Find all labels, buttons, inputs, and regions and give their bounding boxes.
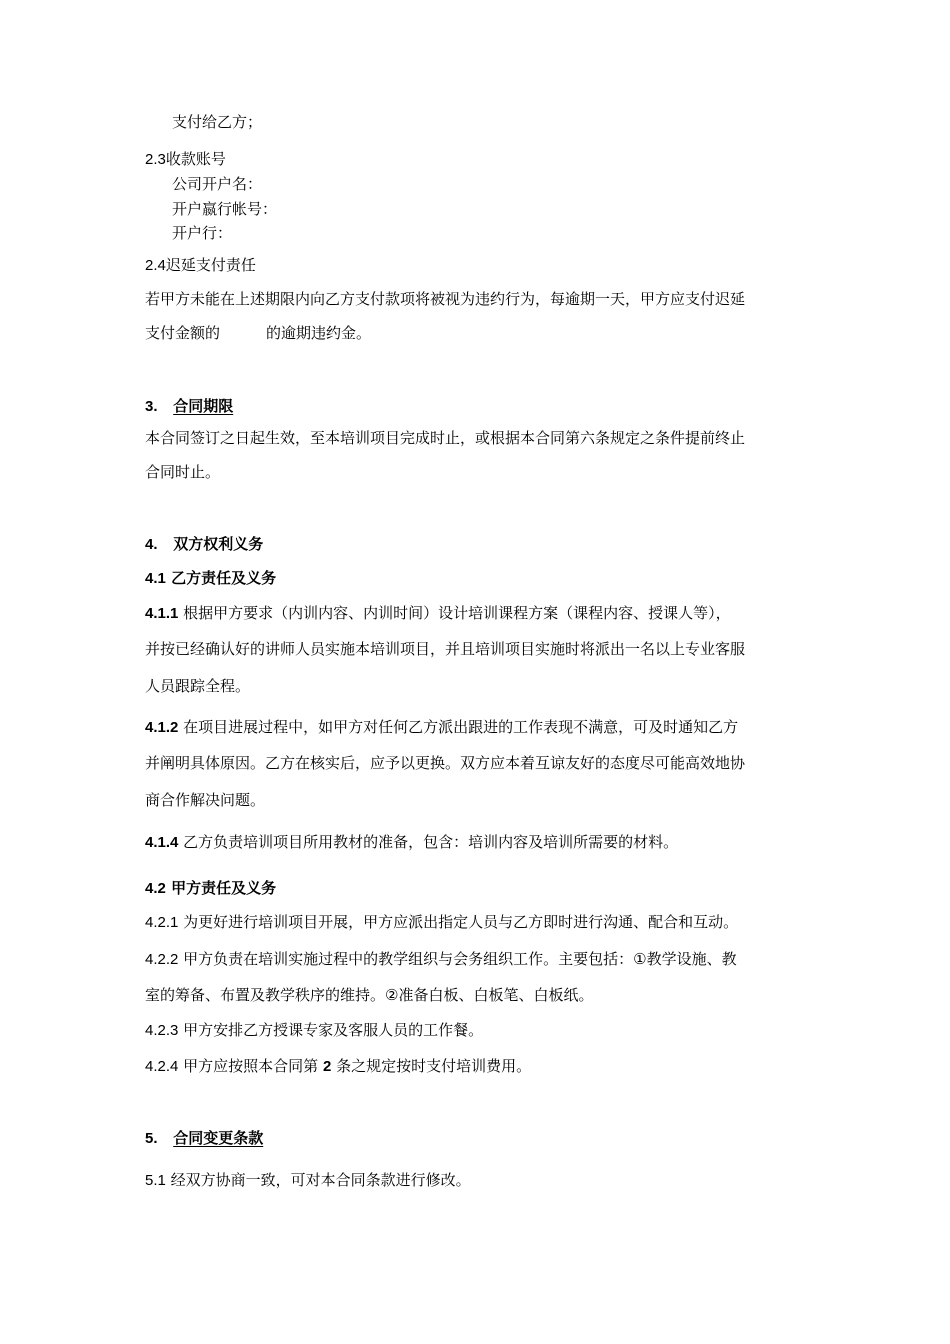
- clause-4-1-4: [145, 832, 678, 853]
- paragraph-line: [145, 676, 250, 696]
- clause-text: 商合作解决问题。: [145, 791, 266, 809]
- clause-text: 根据甲方要求（内训内容、内训时间）设计培训课程方案（课程内容、授课人等），: [183, 604, 731, 622]
- account-name-line: [172, 174, 262, 194]
- section-3-heading: [145, 396, 233, 417]
- paragraph-line: [145, 639, 745, 659]
- section-number: 4.: [145, 536, 158, 553]
- clause-text: 并阐明具体原因。乙方在核实后，应予以更换。双方应本着互谅友好的态度尽可能高效地协: [145, 754, 746, 772]
- clause-4-2-3: [145, 1020, 483, 1041]
- clause-text: 室的筹备、布置及教学秩序的维持。②准备白板、白板笔、白板纸。: [145, 986, 594, 1004]
- clause-text: 乙方负责培训项目所用教材的准备，包含：培训内容及培训所需要的材料。: [183, 833, 679, 851]
- paragraph-text: 的逾期违约金。: [266, 324, 372, 342]
- clause-4-2-1: [145, 912, 738, 933]
- clause-text: 并按已经确认好的讲师人员实施本培训项目，并且培训项目实施时将派出一名以上专业客服: [145, 640, 746, 658]
- clause-number: 4.1.4: [145, 834, 179, 851]
- paragraph-line: [145, 462, 220, 482]
- bank-account-label: 开户嬴行帐号：: [172, 200, 278, 218]
- clause-number: 4.1.2: [145, 719, 179, 736]
- clause-number: 4.2.1: [145, 914, 179, 931]
- clause-number: 4.2.3: [145, 1022, 179, 1039]
- bank-name-line: [172, 223, 232, 243]
- section-title: 乙方责任及义务: [171, 569, 277, 587]
- section-number: 3.: [145, 398, 158, 415]
- paragraph-line: [145, 753, 745, 773]
- clause-4-1-2: [145, 717, 738, 738]
- section-2-3-heading: [145, 149, 226, 170]
- account-name-label: 公司开户名：: [172, 175, 263, 193]
- clause-4-2-4: [145, 1056, 531, 1077]
- section-number: 2.4: [145, 257, 166, 274]
- paragraph-text: 若甲方未能在上述期限内向乙方支付款项将被视为违约行为，每逾期一天，甲方应支付迟延: [145, 290, 746, 308]
- section-title: 合同变更条款: [173, 1129, 264, 1147]
- section-title: 收款账号: [165, 150, 226, 168]
- clause-text: 经双方协商一致，可对本合同条款进行修改。: [170, 1171, 471, 1189]
- paragraph-text: 合同时止。: [145, 463, 221, 481]
- clause-number: 4.1.1: [145, 605, 179, 622]
- section-4-heading: [145, 534, 263, 555]
- paragraph-line: [145, 985, 593, 1005]
- section-number: 4.1: [145, 570, 166, 587]
- clause-5-1: [145, 1170, 471, 1191]
- clause-reference-number: 2: [322, 1058, 332, 1075]
- clause-number: 4.2.2: [145, 951, 179, 968]
- paragraph-line: [145, 323, 371, 343]
- clause-4-1-1: [145, 603, 731, 624]
- section-2-4-heading: [145, 255, 256, 276]
- section-5-heading: [145, 1128, 263, 1149]
- section-number: 5.: [145, 1130, 158, 1147]
- section-number: 2.3: [145, 151, 166, 168]
- paragraph-line: [145, 790, 265, 810]
- clause-number: 5.1: [145, 1172, 166, 1189]
- clause-text: 人员跟踪全程。: [145, 677, 251, 695]
- section-4-1-heading: [145, 568, 276, 589]
- paragraph-line: [145, 289, 745, 309]
- section-title: 甲方责任及义务: [171, 879, 277, 897]
- paragraph-text: 支付金额的: [145, 324, 221, 342]
- section-number: 4.2: [145, 880, 166, 897]
- clause-4-2-2: [145, 949, 737, 970]
- clause-text: 甲方负责在培训实施过程中的教学组织与会务组织工作。主要包括：①教学设施、教: [183, 950, 737, 968]
- clause-number: 4.2.4: [145, 1058, 179, 1075]
- clause-text: 甲方安排乙方授课专家及客服人员的工作餐。: [183, 1021, 484, 1039]
- section-4-2-heading: [145, 878, 276, 899]
- section-title: 双方权利义务: [173, 535, 264, 553]
- clause-text: 为更好进行培训项目开展，甲方应派出指定人员与乙方即时进行沟通、配合和互动。: [183, 913, 739, 931]
- bank-name-label: 开户行：: [172, 224, 233, 242]
- payment-line: [172, 112, 262, 132]
- section-title: 合同期限: [173, 397, 234, 415]
- clause-text: 甲方应按照本合同第: [183, 1057, 319, 1075]
- clause-text: 条之规定按时支付培训费用。: [336, 1057, 532, 1075]
- section-title: 迟延支付责任: [165, 256, 256, 274]
- paragraph-line: [145, 428, 745, 448]
- bank-account-line: [172, 199, 277, 219]
- payment-text: 支付给乙方；: [172, 113, 263, 131]
- clause-text: 在项目进展过程中，如甲方对任何乙方派出跟进的工作表现不满意，可及时通知乙方: [183, 718, 739, 736]
- paragraph-text: 本合同签订之日起生效，至本培训项目完成时止，或根据本合同第六条规定之条件提前终止: [145, 429, 746, 447]
